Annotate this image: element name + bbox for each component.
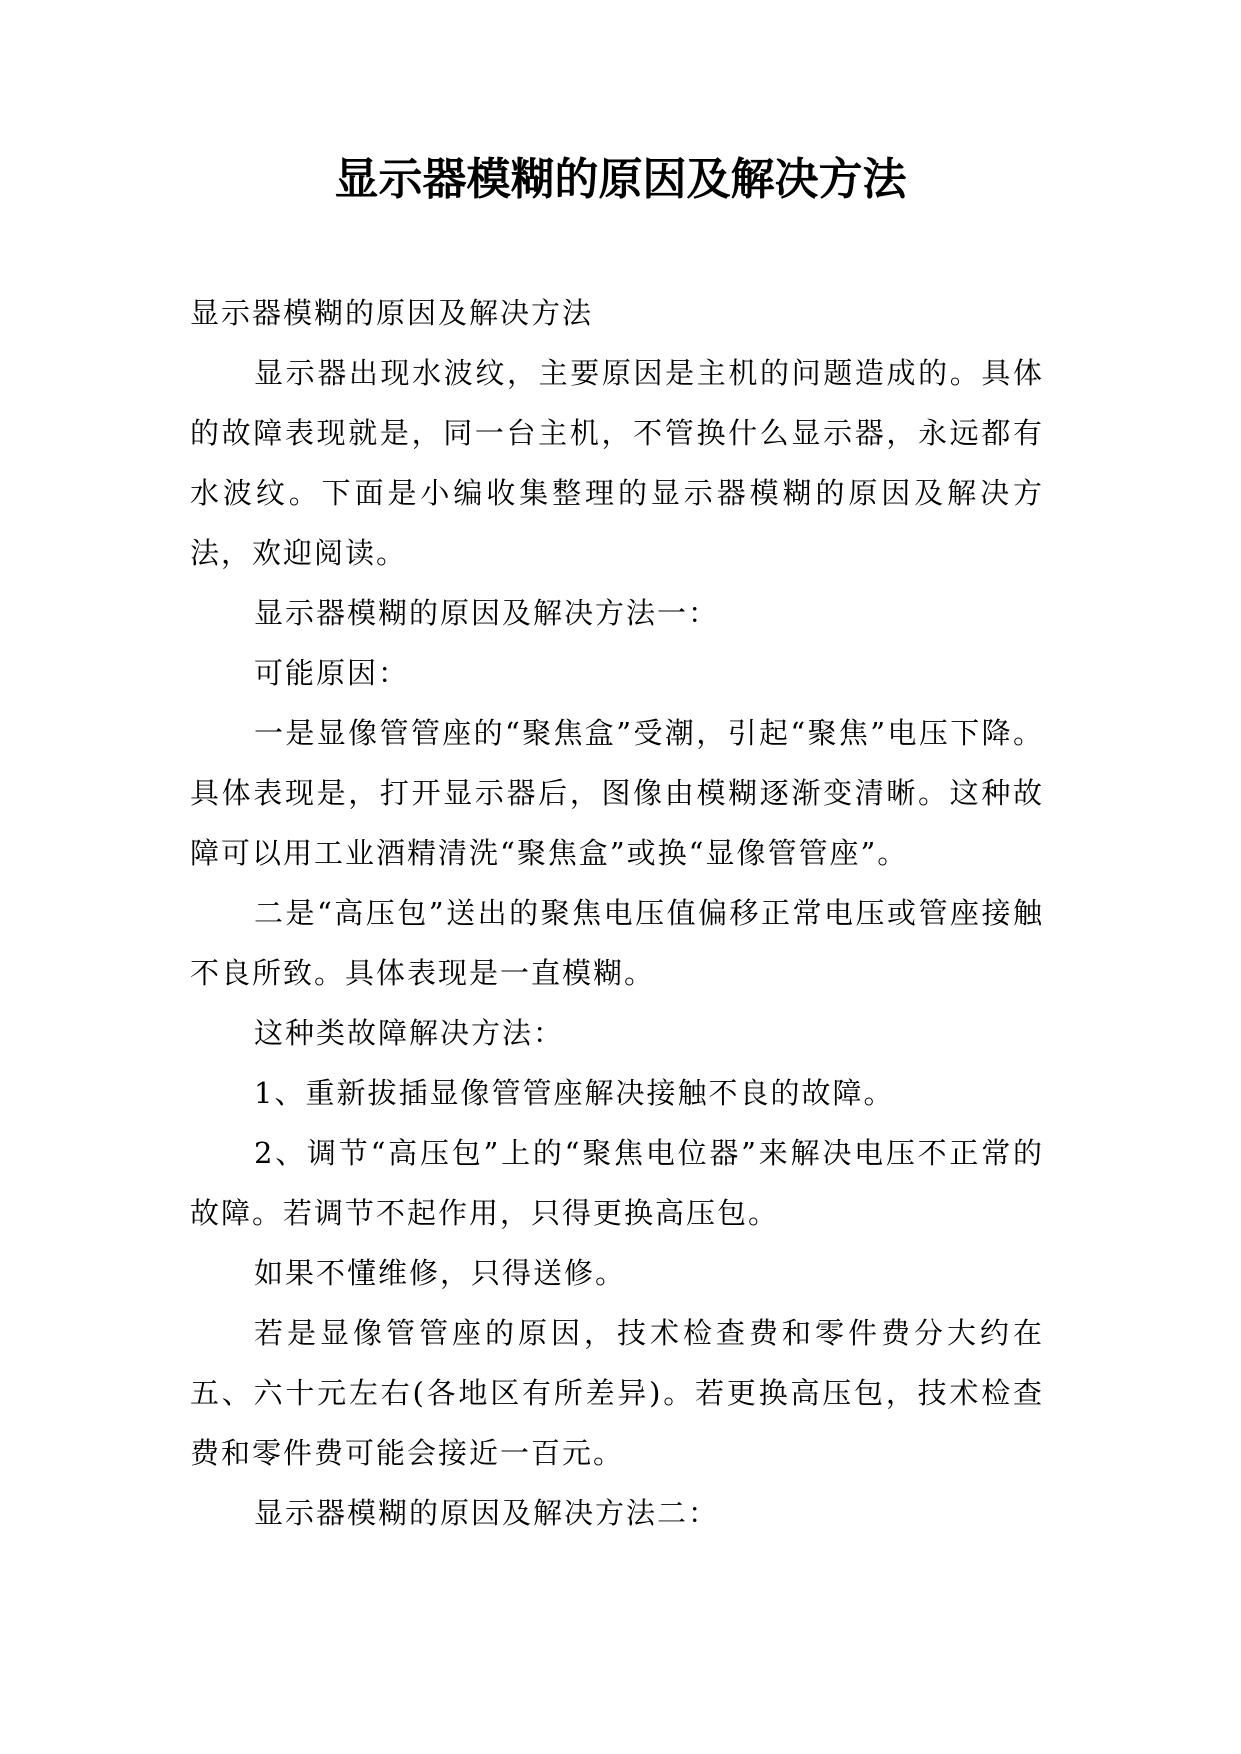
paragraph-solutions-label: 这种类故障解决方法： (254, 1016, 565, 1050)
document-title: 显示器模糊的原因及解决方法 (334, 154, 907, 205)
paragraph-subtitle: 显示器模糊的原因及解决方法 (190, 296, 594, 330)
section-heading-method-one: 显示器模糊的原因及解决方法一： (254, 596, 720, 630)
paragraph-repair-note: 如果不懂维修，只得送修。 (254, 1256, 627, 1290)
paragraph-possible-causes-label: 可能原因： (254, 656, 410, 690)
section-heading-method-two: 显示器模糊的原因及解决方法二： (254, 1496, 720, 1530)
paragraph-cause-two: 二是“高压包”送出的聚焦电压值偏移正常电压或管座接触不良所致。具体表现是一直模糊。 (190, 896, 1044, 990)
paragraph-cause-one: 一是显像管管座的“聚焦盒”受潮，引起“聚焦”电压下降。具体表现是，打开显示器后，图像由模糊逐渐变清晰。这种故障可以用工业酒精清洗“聚焦盒”或换“显像管管座”。 (190, 716, 1044, 870)
paragraph-solution-two: 2、调节“高压包”上的“聚焦电位器”来解决电压不正常的故障。若调节不起作用，只得更换高压包。 (190, 1136, 1044, 1230)
paragraph-cost-note: 若是显像管管座的原因，技术检查费和零件费分大约在五、六十元左右(各地区有所差异)。若更换高压包，技术检查费和零件费可能会接近一百元。 (190, 1316, 1044, 1470)
document-body (190, 283, 1044, 1543)
paragraph-intro: 显示器出现水波纹，主要原因是主机的问题造成的。具体的故障表现就是，同一台主机，不管换什么显示器，永远都有水波纹。下面是小编收集整理的显示器模糊的原因及解决方法，欢迎阅读。 (190, 356, 1044, 570)
paragraph-solution-one: 1、重新拔插显像管管座解决接触不良的故障。 (254, 1076, 895, 1110)
